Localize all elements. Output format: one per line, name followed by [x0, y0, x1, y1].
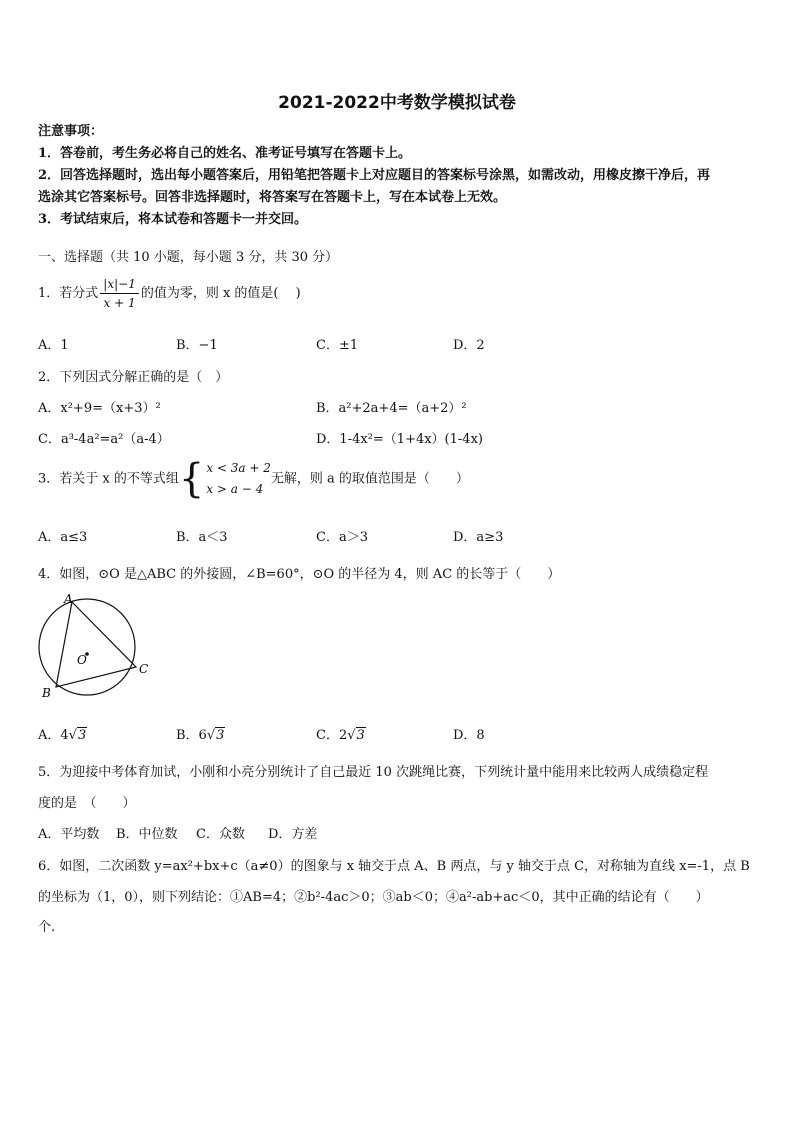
sqrt-symbol: √3	[206, 728, 225, 743]
label-b: B	[42, 686, 51, 700]
section-heading: 一、选择题（共 10 小题，每小题 3 分，共 30 分）	[38, 250, 339, 265]
q3-option-d: D．a≥3	[453, 530, 504, 545]
q3-option-b: B．a＜3	[176, 530, 228, 545]
label-c: C	[139, 662, 149, 676]
q5-option-a: A．平均数	[38, 827, 100, 842]
question-3-stem	[38, 458, 469, 500]
q4-option-b	[176, 724, 225, 743]
notice-item-3: 3．考试结束后，将本试卷和答题卡一并交回。	[38, 212, 308, 227]
question-6-line-2: 的坐标为（1，0），则下列结论：①AB=4；②b²-4ac＞0；③ab＜0；④a²-ab+ac＜0，其中正确的结论有（ ）	[38, 890, 709, 905]
question-1-stem	[38, 277, 301, 310]
q1-option-a: A．1	[38, 338, 69, 353]
question-3-suffix: 无解，则 a 的取值范围是（ ）	[270, 471, 469, 487]
fraction-numerator: |x|−1	[100, 277, 139, 294]
q2-option-a: A．x²+9=（x+3）²	[38, 401, 161, 416]
q5-option-c: C．众数	[196, 827, 245, 842]
q1-option-c: C．±1	[316, 338, 359, 353]
notice-item-1: 1．答卷前，考生务必将自己的姓名、准考证号填写在答题卡上。	[38, 146, 412, 161]
question-6-line-1: 6．如图，二次函数 y=ax²+bx+c（a≠0）的图象与 x 轴交于点 A、B 两点，与 y 轴交于点 C，对称轴为直线 x=-1，点 B	[38, 859, 750, 874]
label-a: A	[64, 592, 73, 606]
q4-option-d: D．8	[453, 728, 485, 743]
question-5-line-2: 度的是 （ ）	[38, 796, 136, 811]
q1-option-b: B．−1	[176, 338, 218, 353]
q5-option-b: B．中位数	[116, 827, 178, 842]
q3-option-a: A．a≤3	[38, 530, 88, 545]
inequality-system	[206, 458, 271, 500]
q1-option-d: D．2	[453, 338, 485, 353]
triangle-abc	[56, 602, 136, 687]
q4-option-c	[316, 724, 366, 743]
q3-option-c: C．a＞3	[316, 530, 368, 545]
fraction-denominator: x + 1	[103, 296, 136, 310]
q4-option-c-coef: C．2	[316, 728, 348, 743]
q2-option-d: D．1-4x²=（1+4x）(1-4x)	[316, 432, 483, 447]
question-6-line-3: 个.	[38, 920, 56, 935]
q2-option-b: B．a²+2a+4=（a+2）²	[316, 401, 467, 416]
q4-option-a-coef: A．4	[38, 728, 69, 743]
circumcircle	[39, 599, 135, 695]
question-3-prefix: 3．若关于 x 的不等式组	[38, 471, 179, 487]
inequality-1: x < 3a + 2	[206, 461, 271, 475]
question-1-prefix: 1．若分式	[38, 286, 99, 301]
circle-triangle-figure	[30, 590, 160, 708]
radicand: 3	[216, 728, 225, 743]
inequality-2: x > a − 4	[206, 482, 264, 496]
q4-option-b-coef: B．6	[176, 728, 207, 743]
brace-symbol: {	[178, 456, 205, 502]
notice-item-2: 2．回答选择题时，选出每小题答案后，用铅笔把答题卡上对应题目的答案标号涂黑，如需改动，用橡皮擦干净后，再	[38, 168, 711, 183]
notice-heading: 注意事项：	[38, 124, 104, 139]
question-5-line-1: 5．为迎接中考体育加试，小刚和小亮分别统计了自己最近 10 次跳绳比赛，下列统计量中能用来比较两人成绩稳定程	[38, 765, 709, 780]
question-1-suffix: 的值为零，则 x 的值是( )	[140, 286, 301, 301]
label-o: O	[77, 653, 87, 667]
q5-option-d: D．方差	[268, 827, 318, 842]
question-2-stem: 2．下列因式分解正确的是（ ）	[38, 370, 229, 385]
question-1-fraction	[100, 277, 139, 310]
radicand: 3	[77, 728, 87, 743]
sqrt-symbol: √3	[347, 728, 365, 743]
q4-option-a	[38, 724, 87, 743]
sqrt-symbol: √3	[68, 728, 87, 743]
question-4-stem: 4．如图，⊙O 是△ABC 的外接圆，∠B=60°，⊙O 的半径为 4，则 AC 的长等于（ ）	[38, 567, 561, 582]
q2-option-c: C．a³-4a²=a²（a-4）	[38, 432, 170, 447]
radicand: 3	[356, 728, 365, 743]
notice-item-2-cont: 选涂其它答案标号。回答非选择题时，将答案写在答题卡上，写在本试卷上无效。	[38, 190, 507, 205]
page-title: 2021-2022中考数学模拟试卷	[278, 93, 516, 113]
